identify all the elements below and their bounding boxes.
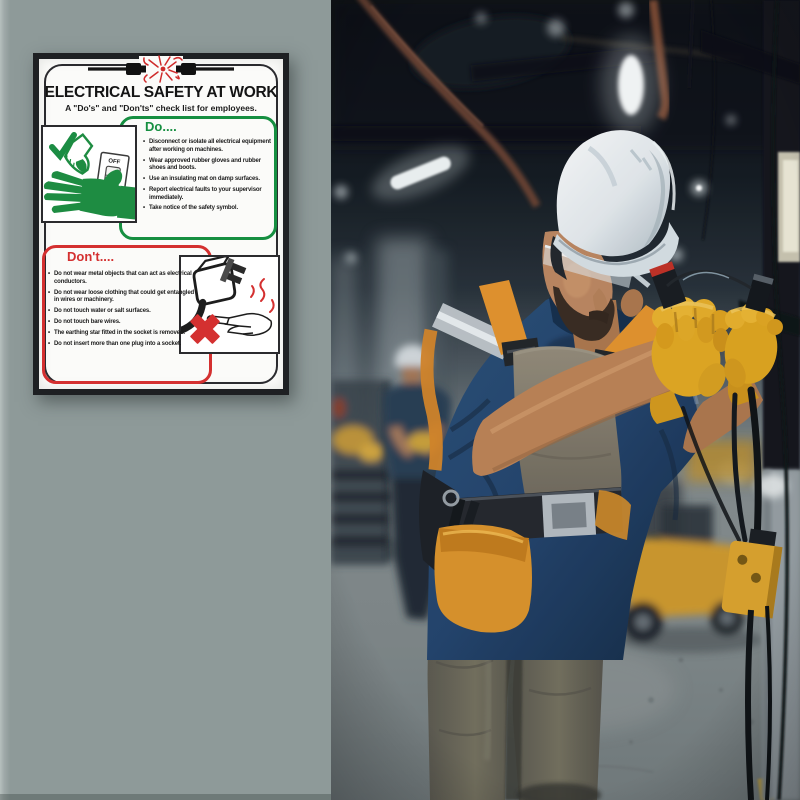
dont-list-item: • Do not wear loose clothing that could get entangled in wires or machinery. bbox=[48, 290, 200, 305]
broken-wire-spark-icon bbox=[86, 55, 236, 83]
dont-heading: Don't.... bbox=[67, 249, 115, 264]
safety-poster bbox=[33, 53, 289, 395]
off-switch-label: OFF bbox=[107, 158, 121, 166]
do-heading: Do.... bbox=[145, 119, 177, 134]
dont-list-item: • Do not wear metal objects that can act as electrical conductors. bbox=[48, 271, 200, 286]
shock-squiggle-icon bbox=[251, 279, 274, 312]
dont-list-item: • The earthing star fitted in the socket is removed. bbox=[48, 330, 200, 338]
do-list-item: • Disconnect or isolate all electrical equipment after working on machines. bbox=[143, 139, 271, 154]
vignette bbox=[331, 0, 800, 800]
safety-gear-illustration bbox=[41, 125, 137, 223]
do-list bbox=[143, 139, 271, 216]
dont-list-item: • Do not touch water or salt surfaces. bbox=[48, 308, 200, 316]
do-list-item: • Use an insulating mat on damp surfaces. bbox=[143, 176, 271, 184]
grey-wall bbox=[0, 0, 331, 800]
workshop-photo bbox=[331, 0, 800, 800]
dont-list-item: • Do not touch bare wires. bbox=[48, 319, 200, 327]
poster-subtitle: A "Do's" and "Don'ts" check list for employees. bbox=[65, 103, 257, 113]
do-list-item: • Wear approved rubber gloves and rubber shoes and boots. bbox=[143, 158, 271, 173]
do-list-item: • Report electrical faults to your supervisor immediately. bbox=[143, 187, 271, 202]
poster-title: ELECTRICAL SAFETY AT WORK bbox=[44, 84, 278, 101]
dont-list-item: • Do not insert more than one plug into a socket. bbox=[48, 341, 200, 349]
boot-icon bbox=[61, 132, 103, 175]
do-list-item: • Take notice of the safety symbol. bbox=[143, 205, 271, 213]
dont-list bbox=[48, 271, 200, 352]
